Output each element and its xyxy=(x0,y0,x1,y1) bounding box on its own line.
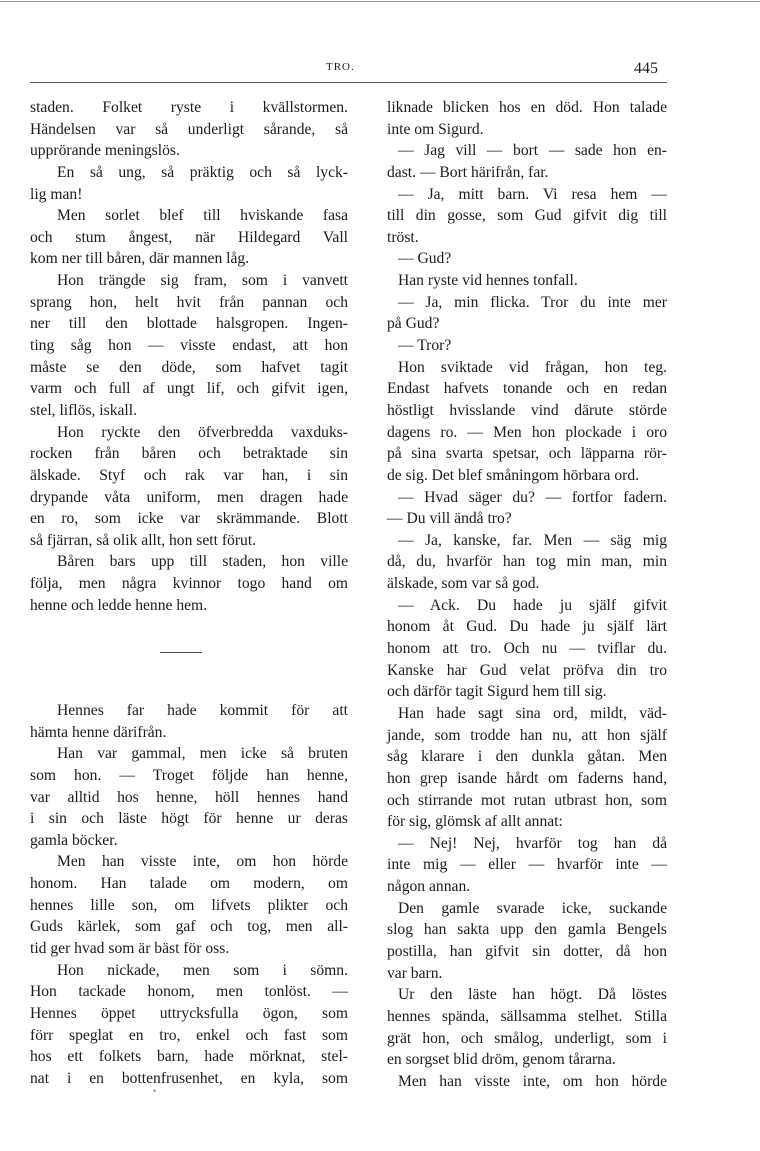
paragraph xyxy=(30,960,348,1090)
text-line: postilla, han gifvit sin dotter, då hon xyxy=(387,942,667,960)
text-line: på sina svarta spetsar, och läpparna rör- xyxy=(387,445,667,463)
paragraph xyxy=(30,551,348,616)
text-line: Han hade sagt sina ord, mildt, väd- xyxy=(398,704,667,722)
paragraph xyxy=(30,743,348,851)
text-line: Hon ryckte den öfverbredda vaxduks- xyxy=(57,423,348,441)
paragraph xyxy=(387,97,667,140)
text-line: — Ja, kanske, far. Men — säg mig xyxy=(398,531,667,549)
text-line: ner till den blottade halsgropen. Ingen- xyxy=(30,315,348,333)
paragraph xyxy=(387,184,667,249)
text-line: förr speglat en tro, enkel och fast som xyxy=(30,1026,348,1044)
paragraph xyxy=(30,205,348,270)
paragraph xyxy=(387,487,667,530)
text-line: Han ryste vid hennes tonfall. xyxy=(398,272,578,290)
text-line: — Ack. Du hade ju själf gifvit xyxy=(398,596,667,614)
text-line: hennes lille son, om lifvets plikter och xyxy=(30,896,348,914)
text-line: och stirrande mot rutan utbrast hon, som xyxy=(387,791,667,809)
text-line: Den gamle svarade icke, suckande xyxy=(398,899,667,917)
text-line: staden. Folket ryste i kvällstormen. xyxy=(30,99,348,116)
text-line: inte mig — eller — hvarför inte — xyxy=(387,856,667,874)
paragraph xyxy=(30,270,348,421)
paragraph xyxy=(30,97,348,162)
text-line: slog han sakta upp den gamla Bengels xyxy=(387,921,667,939)
text-line: tid ger hvad som är bäst för oss. xyxy=(30,940,230,958)
text-line: Kanske har Gud velat pröfva din tro xyxy=(387,661,667,679)
text-line: Ur den läste han högt. Då löstes xyxy=(398,986,667,1004)
paragraph xyxy=(387,270,667,292)
text-line: så fjärran, så olik allt, hon sett förut. xyxy=(30,531,257,549)
text-line: tröst. xyxy=(387,228,419,246)
text-line: nat i en bottenfrusenhet, en kyla, som xyxy=(30,1069,348,1087)
text-line: Endast hafvets tonande och en redan xyxy=(387,380,667,398)
text-line: för sig, glömsk af allt annat: xyxy=(387,813,563,831)
paragraph xyxy=(387,292,667,335)
paragraph xyxy=(387,357,667,487)
text-line: såg klarare i den dunkla gåtan. Men xyxy=(387,748,667,766)
text-line: hon grep isande hårdt om faderns hand, xyxy=(387,769,667,787)
text-line: Hon sviktade vid frågan, hon teg. xyxy=(398,358,667,376)
text-line: — Jag vill — bort — sade hon en- xyxy=(398,142,667,160)
paragraph xyxy=(387,530,667,595)
text-line: rocken från båren och betraktade sin xyxy=(30,445,348,463)
text-line: varm och full af ungt lif, och gifvit igen, xyxy=(30,380,348,398)
text-line: var alltid hos henne, höll hennes hand xyxy=(30,788,348,806)
text-line: Hennes far hade kommit för att xyxy=(57,702,348,719)
text-line: — Tror? xyxy=(398,337,452,355)
paragraph xyxy=(387,984,667,1071)
text-line: sprang hon, helt hvit från pannan och xyxy=(30,293,348,311)
text-line: hos ett folkets barn, hade mörknat, stel- xyxy=(30,1048,348,1066)
header-rule xyxy=(30,82,667,83)
text-line: en ro, som icke var skrämmande. Blott xyxy=(30,510,348,528)
text-line: följa, men några kvinnor togo hand om xyxy=(30,575,348,593)
text-line: hennes spända, sällsamma stelhet. Stilla xyxy=(387,1007,667,1025)
text-line: de sig. Det blef småningom hörbara ord. xyxy=(387,466,640,484)
text-line: älskade, som var så god. xyxy=(387,575,540,593)
text-line: grät hon, och smålog, underligt, som i xyxy=(387,1029,667,1047)
text-line: som hon. — Troget följde han henne, xyxy=(30,766,348,784)
paragraph xyxy=(387,335,667,357)
text-line: liknade blicken hos en död. Hon talade xyxy=(387,99,667,116)
text-line: höstligt hvisslande vind därute störde xyxy=(387,401,667,419)
right-column xyxy=(387,97,667,1092)
left-column-bottom-block xyxy=(30,700,348,1090)
section-separator xyxy=(160,652,202,653)
text-line: en sorgset blid dröm, genom tårarna. xyxy=(387,1051,616,1069)
text-line: Hon tackade honom, men tonlöst. — xyxy=(30,983,348,1001)
text-line: — Gud? xyxy=(398,250,452,268)
text-line: älskade. Styf och rak var han, i sin xyxy=(30,466,348,484)
text-line: då, du, hvarför han tog min man, min xyxy=(387,553,667,571)
paragraph xyxy=(387,1071,667,1093)
text-line: var barn. xyxy=(387,964,443,982)
printer-signature-mark: • xyxy=(153,1086,157,1096)
text-line: Händelsen var så underligt sårande, så xyxy=(30,120,348,138)
text-line: dast. — Bort härifrån, far. xyxy=(387,163,549,181)
text-line: — Du vill ändå tro? xyxy=(387,510,512,528)
paragraph xyxy=(30,700,348,743)
text-line: gamla böcker. xyxy=(30,831,118,849)
text-line: Hon nickade, men som i sömn. xyxy=(57,961,348,979)
paragraph xyxy=(387,703,667,833)
text-line: inte om Sigurd. xyxy=(387,120,484,138)
text-line: i sin och läste högt för henne ur deras xyxy=(30,810,348,828)
paragraph xyxy=(387,833,667,898)
text-line: En så ung, så präktig och så lyck- xyxy=(57,163,348,181)
text-line: till din gosse, som Gud gifvit dig till xyxy=(387,207,667,225)
page-number: 445 xyxy=(634,60,658,77)
text-line: drypande våta uniform, men dragen hade xyxy=(30,488,348,506)
text-line: Men sorlet blef till hviskande fasa xyxy=(57,207,348,225)
paragraph xyxy=(30,851,348,959)
paragraph xyxy=(387,140,667,183)
text-line: Båren bars upp till staden, hon ville xyxy=(57,553,348,571)
text-line: Hon trängde sig fram, som i vanvett xyxy=(57,272,348,290)
text-line: Men han visste inte, om hon hörde xyxy=(398,1072,667,1090)
text-line: någon annan. xyxy=(387,878,471,896)
paragraph xyxy=(30,422,348,552)
text-line: Men han visste inte, om hon hörde xyxy=(57,853,348,871)
text-line: jande, som trodde han nu, att hon själf xyxy=(387,726,667,744)
text-line: måste se den döde, som hafvet tagit xyxy=(30,358,348,376)
text-line: — Hvad säger du? — fortfor fadern. xyxy=(398,488,667,506)
running-header-title: TRO. xyxy=(326,61,355,73)
text-line: hämta henne därifrån. xyxy=(30,723,167,741)
text-line: honom. Han talade om modern, om xyxy=(30,875,348,893)
text-line: och därför tagit Sigurd hem till sig. xyxy=(387,683,607,701)
text-line: lig man! xyxy=(30,185,83,203)
text-line: på Gud? xyxy=(387,315,440,333)
text-line: honom åt Gud. Du hade ju själf lärt xyxy=(387,618,667,636)
text-line: — Ja, mitt barn. Vi resa hem — xyxy=(398,185,667,203)
text-line: henne och ledde henne hem. xyxy=(30,596,208,614)
paragraph xyxy=(387,898,667,985)
paragraph xyxy=(387,595,667,703)
paragraph xyxy=(30,162,348,205)
text-line: dagens ro. — Men hon plockade i oro xyxy=(387,423,667,441)
text-line: och stum ångest, när Hildegard Vall xyxy=(30,228,348,246)
page-top-edge xyxy=(0,1,760,2)
text-line: — Nej! Nej, hvarför tog han då xyxy=(398,834,667,852)
left-column-top-block xyxy=(30,97,348,616)
text-line: stel, liflös, iskall. xyxy=(30,401,137,419)
text-line: Han var gammal, men icke så bruten xyxy=(57,745,348,763)
text-line: Guds kärlek, som gaf och tog, men all- xyxy=(30,918,348,936)
paragraph xyxy=(387,248,667,270)
text-line: — Ja, min flicka. Tror du inte mer xyxy=(398,293,667,311)
text-line: upprörande meningslös. xyxy=(30,142,180,160)
text-line: kom ner till båren, där mannen låg. xyxy=(30,250,250,268)
text-line: ting såg hon — visste endast, att hon xyxy=(30,337,348,355)
text-line: Hennes öppet uttrycksfulla ögon, som xyxy=(30,1004,348,1022)
text-line: honom att tro. Och nu — tviflar du. xyxy=(387,640,667,658)
